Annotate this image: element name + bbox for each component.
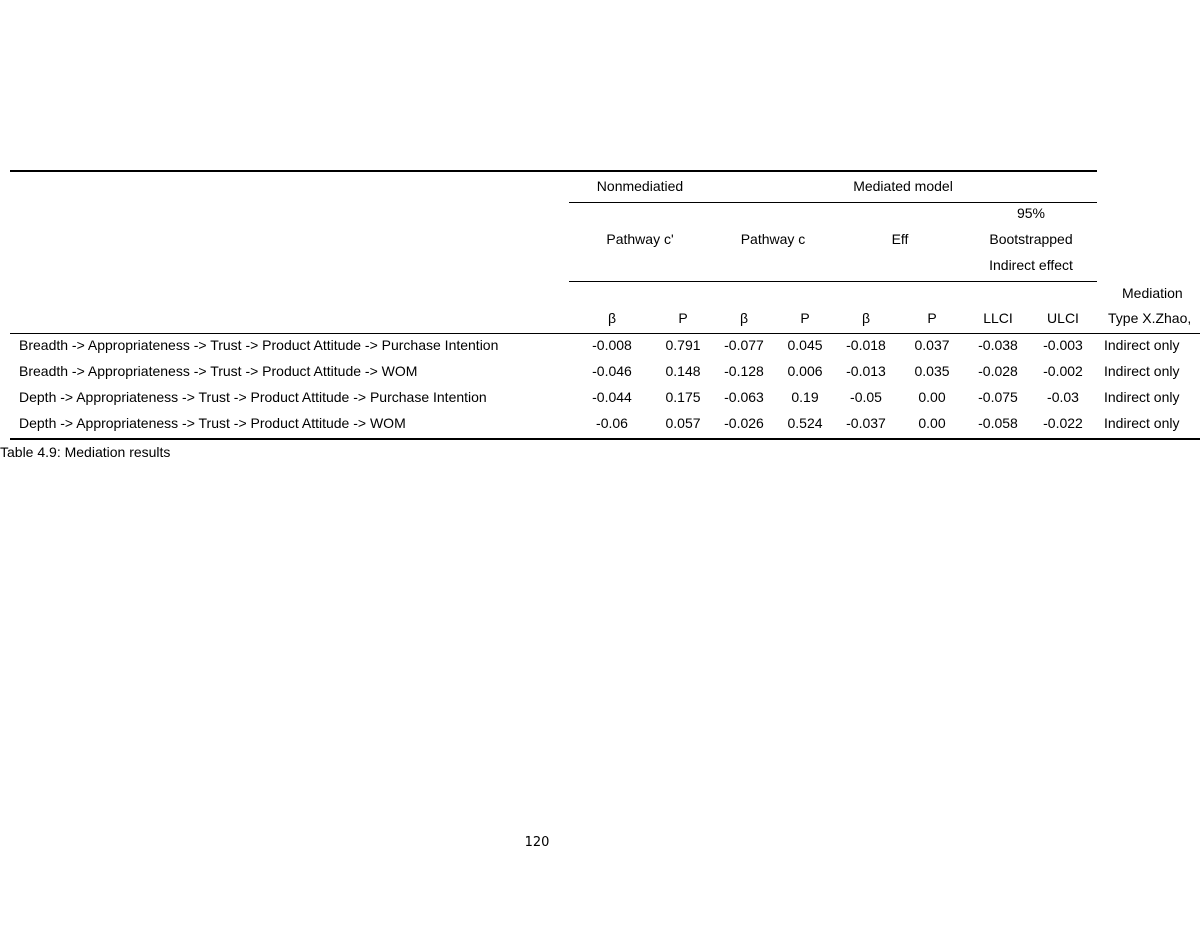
header-sub-rule: [569, 281, 1097, 282]
row-4-value: -0.06: [596, 415, 628, 431]
row-2-value: -0.046: [592, 363, 632, 379]
ci-header-line2: Bootstrapped: [989, 231, 1073, 247]
row-3-value: 0.175: [665, 389, 701, 405]
subcol-beta-2: β: [739, 310, 749, 326]
pathway-c-header: Pathway c: [740, 231, 806, 247]
row-1-value: 0.791: [665, 337, 701, 353]
table-bottom-rule: [10, 438, 1200, 440]
ci-header-line3: Indirect effect: [989, 257, 1073, 273]
mediation-header-line1: Mediation: [1122, 285, 1183, 301]
row-1-value: 0.037: [914, 337, 950, 353]
row-4-mediation-type: Indirect only: [1104, 415, 1180, 431]
row-3-value: 0.00: [918, 389, 946, 405]
row-2-value: 0.035: [914, 363, 950, 379]
row-3-value: 0.19: [791, 389, 819, 405]
row-4-value: -0.037: [846, 415, 886, 431]
pathway-c-prime-header: Pathway c': [606, 231, 674, 247]
subcol-beta-1: β: [607, 310, 617, 326]
row-2-value: -0.028: [978, 363, 1018, 379]
row-1-value: -0.038: [978, 337, 1018, 353]
row-1-value: -0.018: [846, 337, 886, 353]
mediation-header-line2: Type X.Zhao,: [1108, 310, 1192, 326]
row-2-value: 0.006: [787, 363, 823, 379]
table-top-rule: [10, 170, 1097, 172]
row-2-path: Breadth -> Appropriateness -> Trust -> Product Attitude -> WOM: [19, 363, 418, 379]
subcol-p-3: P: [927, 310, 937, 326]
row-1-mediation-type: Indirect only: [1104, 337, 1180, 353]
row-3-value: -0.075: [978, 389, 1018, 405]
row-4-value: -0.026: [724, 415, 764, 431]
row-4-value: -0.058: [978, 415, 1018, 431]
header-group-rule: [569, 202, 1097, 203]
row-4-value: -0.022: [1043, 415, 1083, 431]
row-3-mediation-type: Indirect only: [1104, 389, 1180, 405]
page-number: 120: [524, 835, 550, 850]
row-4-path: Depth -> Appropriateness -> Trust -> Product Attitude -> WOM: [19, 415, 406, 431]
subcol-llci: LLCI: [983, 310, 1013, 326]
row-1-value: -0.008: [592, 337, 632, 353]
row-1-value: -0.077: [724, 337, 764, 353]
row-2-value: -0.002: [1043, 363, 1083, 379]
subcol-p-2: P: [800, 310, 810, 326]
row-2-mediation-type: Indirect only: [1104, 363, 1180, 379]
row-4-value: 0.00: [918, 415, 946, 431]
row-1-value: 0.045: [787, 337, 823, 353]
row-3-value: -0.03: [1047, 389, 1079, 405]
row-3-path: Depth -> Appropriateness -> Trust -> Product Attitude -> Purchase Intention: [19, 389, 487, 405]
ci-header-line1: 95%: [1016, 205, 1046, 221]
mediated-model-header: Mediated model: [853, 178, 953, 194]
row-2-value: -0.013: [846, 363, 886, 379]
eff-header: Eff: [891, 231, 909, 247]
row-4-value: 0.057: [665, 415, 701, 431]
nonmediated-header: Nonmediatied: [596, 178, 684, 194]
header-bottom-rule: [10, 333, 1200, 334]
subcol-p-1: P: [678, 310, 688, 326]
row-1-path: Breadth -> Appropriateness -> Trust -> Product Attitude -> Purchase Intention: [19, 337, 499, 353]
row-3-value: -0.063: [724, 389, 764, 405]
subcol-beta-3: β: [861, 310, 871, 326]
row-4-value: 0.524: [787, 415, 823, 431]
row-3-value: -0.05: [850, 389, 882, 405]
row-3-value: -0.044: [592, 389, 632, 405]
row-1-value: -0.003: [1043, 337, 1083, 353]
row-2-value: -0.128: [724, 363, 764, 379]
subcol-ulci: ULCI: [1047, 310, 1079, 326]
row-2-value: 0.148: [665, 363, 701, 379]
table-caption: Table 4.9: Mediation results: [0, 444, 171, 460]
